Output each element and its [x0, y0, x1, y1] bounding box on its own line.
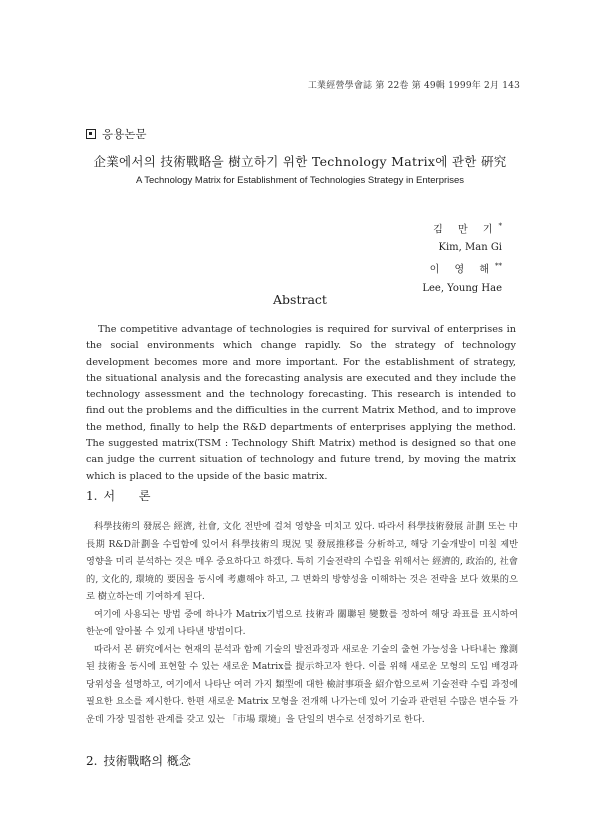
section-1-body	[86, 518, 518, 728]
author-2-korean-name: 이 영 해**	[429, 262, 502, 276]
body-paragraph: 여기에 사용되는 방법 중에 하나가 Matrix기법으로 技術과 關聯된 變數를 정하여 해당 좌표를 표시하여 한눈에 알아볼 수 있게 나타낸 방법이다.	[86, 608, 518, 637]
abstract-heading: Abstract	[273, 292, 327, 307]
author-1-english-name: Kim, Man Gi	[438, 242, 502, 254]
section-1-number: 1.	[86, 489, 98, 503]
abstract-paragraph: The competitive advantage of technologies is required for survival of enterprises in the social environments which change rapidly. So the strategy of technology development becomes more and more important. For the establishment of strategy, the situational analysis and the forecasting analysis are executed and they include the technology assessment and the technology forecasting. This research is intended to find out the problems and the difficulties in the current Matrix Method, and to improve the method, finally to help the R&D departments of enterprises applying the method. The suggested matrix(TSM : Technology Shift Matrix) method is designed so that one can judge the current situation of technology and future trend, by moving the matrix which is placed to the upside of the basic matrix.	[86, 324, 516, 482]
author-2-footnote-mark: **	[495, 262, 502, 271]
author-block	[302, 217, 502, 298]
section-1-heading	[86, 487, 160, 504]
section-2-title: 技術戰略의 槪念	[103, 754, 191, 768]
body-paragraph: 따라서 본 硏究에서는 현재의 분석과 함께 기술의 발전과정과 새로운 기술의 출현 가능성을 나타내는 豫測된 技術을 동시에 표현할 수 있는 새로운 Matrix를 提示하고자 한다. 이를 위해 새로운 모형의 도입 배경과 당위성을 설명하고, 여기에서 나타난 여러 가지 類型에 대한 檢討事項을 紹介함으로써 기술전략 수립 과정에 필요한 요소를 제시한다. 한편 새로운 Matrix 모형을 전개해 나가는데 있어 기술과 관련된 수많은 변수들 가운데 가장 밀접한 관계를 갖고 있는 「市場 環境」을 단일의 변수로 선정하기로 한다.	[86, 643, 518, 725]
checkbox-square-icon	[86, 129, 96, 139]
author-1-footnote-mark: *	[498, 222, 502, 230]
running-header: 工業經營學會誌 第 22卷 第 49輯 1999年 2月 143	[307, 81, 520, 91]
author-2-english-name: Lee, Young Hae	[422, 282, 502, 294]
section-1-title: 서 론	[103, 489, 161, 503]
section-tag-label: 응용논문	[102, 127, 147, 141]
section-2-number: 2.	[86, 754, 98, 768]
author-1-korean-name: 김 만 기*	[433, 222, 502, 236]
section-tag	[86, 126, 146, 142]
body-paragraph: 科學技術의 發展은 經濟, 社會, 文化 전반에 걸쳐 영향을 미치고 있다. 따라서 科學技術發展 計劃 또는 中長期 R&D計劃을 수립함에 있어서 科學技術의 現況 및 發展推移를 分析하고, 해당 기술개발이 미칠 제반 영향을 미리 분석하는 것은 매우 중요하다고 하겠다. 특히 기술전략의 수립을 위해서는 經濟的, 政治的, 社會的, 文化的, 環境的 要因을 동시에 考慮해야 하고, 그 변화의 방향성을 이해하는 것은 전략을 보다 效果的으로 樹立하는데 기여하게 된다.	[86, 521, 518, 602]
paper-title-english: A Technology Matrix for Establishment of Technologies Strategy in Enterprises	[135, 175, 465, 186]
paper-title-korean: 企業에서의 技術戰略을 樹立하기 위한 Technology Matrix에 관한 硏究	[93, 154, 507, 169]
abstract-text	[86, 322, 516, 485]
section-2-heading	[86, 752, 191, 769]
